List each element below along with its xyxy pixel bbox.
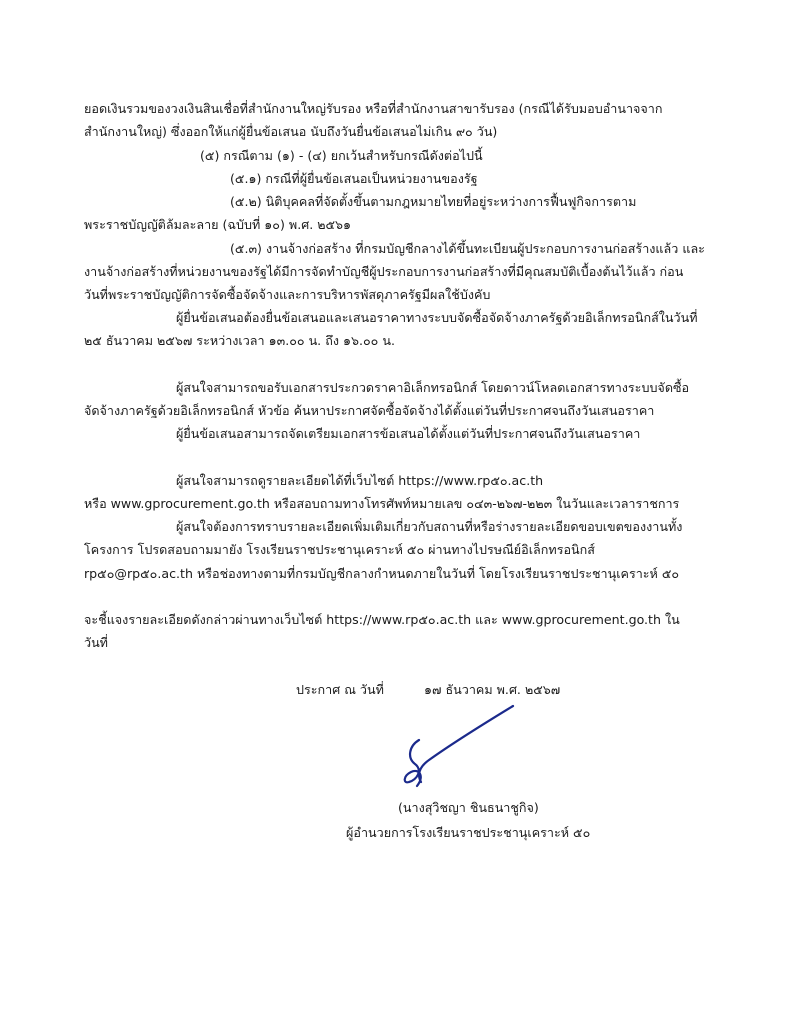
signature-mark: [395, 700, 525, 792]
body-line-21: วันที่: [84, 635, 108, 650]
body-line-13: จัดจ้างภาครัฐด้วยอิเล็กทรอนิกส์ หัวข้อ ค้นหาประกาศจัดซื้อจัดจ้างได้ตั้งแต่วันที่ประกาศจนถึงวันเสนอราคา: [84, 403, 655, 418]
body-line-6: พระราชบัญญัติล้มละลาย (ฉบับที่ ๑๐) พ.ศ. ๒๕๖๑: [84, 217, 352, 232]
body-line-3: (๕) กรณีตาม (๑) - (๔) ยกเว้นสำหรับกรณีดังต่อไปนี้: [200, 148, 483, 163]
body-line-15: ผู้สนใจสามารถดูรายละเอียดได้ที่เว็บไซต์ https://www.rp๕๐.ac.th: [176, 473, 544, 488]
body-line-14: ผู้ยื่นข้อเสนอสามารถจัดเตรียมเอกสารข้อเสนอได้ตั้งแต่วันที่ประกาศจนถึงวันเสนอราคา: [176, 426, 641, 441]
announcement-label: ประกาศ ณ วันที่: [296, 682, 384, 697]
body-line-12: ผู้สนใจสามารถขอรับเอกสารประกวดราคาอิเล็กทรอนิกส์ โดยดาวน์โหลดเอกสารทางระบบจัดซื้อ: [176, 380, 690, 395]
body-line-18: โครงการ โปรดสอบถามมายัง โรงเรียนราชประชานุเคราะห์ ๕๐ ผ่านทางไปรษณีย์อิเล็กทรอนิกส์: [84, 542, 595, 557]
body-line-9: วันที่พระราชบัญญัติการจัดซื้อจัดจ้างและการบริหารพัสดุภาครัฐมีผลใช้บังคับ: [84, 287, 491, 302]
body-line-16: หรือ www.gprocurement.go.th หรือสอบถามทางโทรศัพท์หมายเลข ๐๔๓-๒๖๗-๒๒๓ ในวันและเวลาราชการ: [84, 496, 680, 511]
body-line-5: (๕.๒) นิติบุคคลที่จัดตั้งขึ้นตามกฎหมายไทยที่อยู่ระหว่างการฟื้นฟูกิจการตาม: [230, 194, 637, 209]
body-line-1: ยอดเงินรวมของวงเงินสินเชื่อที่สำนักงานใหญ่รับรอง หรือที่สำนักงานสาขารับรอง (กรณีได้รับมอบอำนาจจาก: [84, 101, 663, 116]
signer-position: ผู้อำนวยการโรงเรียนราชประชานุเคราะห์ ๕๐: [346, 825, 591, 840]
body-line-4: (๕.๑) กรณีที่ผู้ยื่นข้อเสนอเป็นหน่วยงานของรัฐ: [230, 171, 478, 186]
body-line-2: สำนักงานใหญ่) ซึ่งออกให้แก่ผู้ยื่นข้อเสนอ นับถึงวันยื่นข้อเสนอไม่เกิน ๙๐ วัน): [84, 124, 498, 139]
body-line-7: (๕.๓) งานจ้างก่อสร้าง ที่กรมบัญชีกลางได้ขึ้นทะเบียนผู้ประกอบการงานก่อสร้างแล้ว และ: [230, 241, 705, 256]
signer-name: (นางสุวิชญา ชินธนาชูกิจ): [398, 800, 539, 815]
body-line-17: ผู้สนใจต้องการทราบรายละเอียดเพิ่มเติมเกี่ยวกับสถานที่หรือร่างรายละเอียดขอบเขตของงานทั้ง: [176, 519, 683, 534]
body-line-10: ผู้ยื่นข้อเสนอต้องยื่นข้อเสนอและเสนอราคาทางระบบจัดซื้อจัดจ้างภาครัฐด้วยอิเล็กทรอนิกส์ในวันที่: [176, 310, 698, 325]
body-line-8: งานจ้างก่อสร้างที่หน่วยงานของรัฐได้มีการจัดทำบัญชีผู้ประกอบการงานก่อสร้างที่มีคุณสมบัติเบื้องต้นไว้แล้ว ก่อน: [84, 264, 684, 279]
body-line-20: จะชี้แจงรายละเอียดดังกล่าวผ่านทางเว็บไซต์ https://www.rp๕๐.ac.th และ www.gprocurement.go.th ใน: [84, 612, 680, 627]
body-line-19: rp๕๐@rp๕๐.ac.th หรือช่องทางตามที่กรมบัญชีกลางกำหนดภายในวันที่ โดยโรงเรียนราชประชานุเคราะห์ ๕๐: [84, 566, 680, 581]
body-line-11: ๒๕ ธันวาคม ๒๕๖๗ ระหว่างเวลา ๑๓.๐๐ น. ถึง ๑๖.๐๐ น.: [84, 333, 395, 348]
announcement-date: ๑๗ ธันวาคม พ.ศ. ๒๕๖๗: [424, 682, 561, 697]
